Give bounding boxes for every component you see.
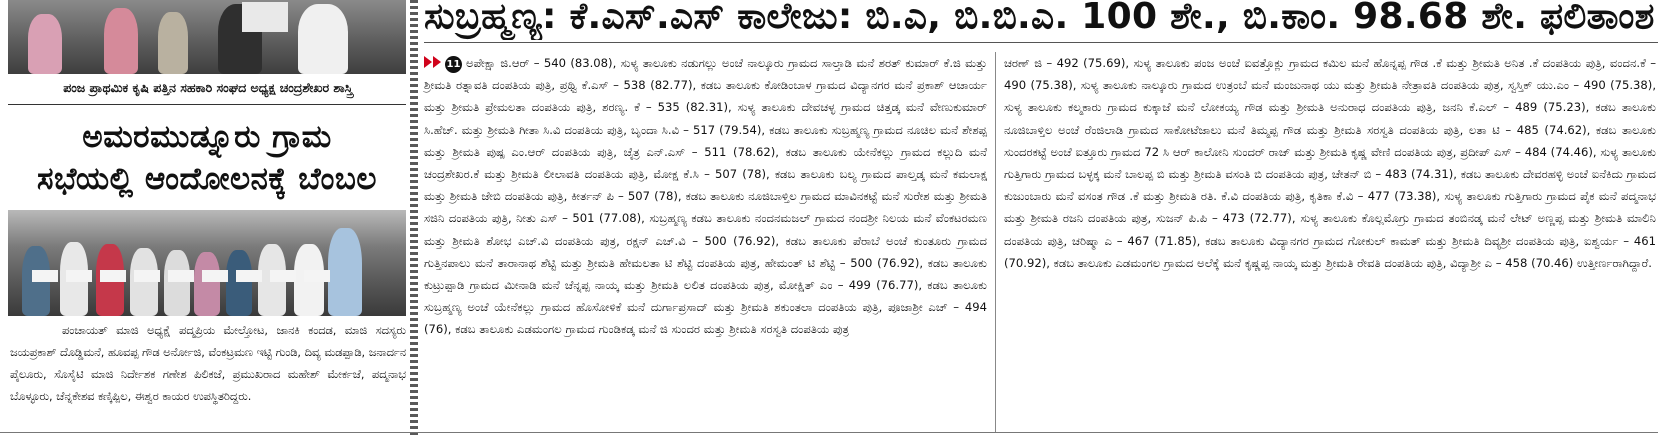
photo-figure — [226, 250, 252, 316]
red-arrow-icon — [424, 56, 432, 68]
top-photo — [8, 0, 406, 74]
top-photo-caption: ಪಂಜ ಪ್ರಾಥಮಿಕ ಕೃಷಿ ಪತ್ತಿನ ಸಹಕಾರಿ ಸಂಘದ ಅಧ್ಯಕ್ಷ ಚಂದ್ರಶೇಖರ ಶಾಸ್ತ್ರಿ — [63, 80, 353, 95]
photo-papers — [32, 270, 332, 282]
left-headline-line: ಸಭೆಯಲ್ಲಿ ಆಂದೋಲನಕ್ಕೆ ಬೆಂಬಲ — [37, 161, 377, 197]
column-divider-zigzag — [410, 0, 418, 438]
column-divider — [995, 52, 996, 432]
article-column-middle — [424, 52, 987, 341]
photo-figure — [104, 8, 138, 74]
article-text-right: ಚರಣ್ ಜಿ – 492 (75.69), ಸುಳ್ಯ ತಾಲೂಕು ಪಂಜ ಅಂಚೆ ಐವತ್ತೊಕ್ಲು ಗ್ರಾಮದ ಕಮಿಲ ಮನೆ ಹೊನ್ನಪ್ಪ ಗೌಡ .ಕೆ ಮತ್ತು ಶ್ರೀಮತಿ ಅನಿತ .ಕೆ ದಂಪತಿಯ ಪುತ್ರಿ, ವಂದನ.ಕೆ – 490 (75.38), ಸುಳ್ಯ ತಾಲೂಕು ನಾಲ್ಕೂರು ಗ್ರಾಮದ ಉತ್ರಂಬೆ ಮನೆ ಮಂಜುನಾಥ ಯು ಮತ್ತು ಶ್ರೀಮತಿ ನೇತ್ರಾವತಿ ದಂಪತಿಯ ಪುತ್ರ, ಸ್ವಸ್ತಿಕ್ ಯು.ಎಂ – 490 (75.38), ಸುಳ್ಯ ತಾಲೂಕು ಕಲ್ಮಕಾರು ಗ್ರಾಮದ ಕುಕ್ಕಾಜೆ ಮನೆ ಲೋಕಯ್ಯ ಗೌಡ ಮತ್ತು ಶ್ರೀಮತಿ ಅನುರಾಧ ದಂಪತಿಯ ಪುತ್ರಿ, ಜನನಿ ಕೆ.ಎಲ್ – 489 (75.23), ಕಡಬ ತಾಲೂಕು ನೂಜಿಬಾಳ್ತಿಲ ಅಂಚೆ ರೆಂಜಿಲಾಡಿ ಗ್ರಾಮದ ಸಾಕೋಟೆಜಾಲು ಮನೆ ತಿಮ್ಮಪ್ಪ ಗೌಡ ಮತ್ತು ಶ್ರೀಮತಿ ಸರಸ್ವತಿ ದಂಪತಿಯ ಪುತ್ರಿ, ಲತಾ ಟಿ – 485 (74.62), ಕಡಬ ತಾಲೂಕು ಸುಂದರಕಟ್ಟೆ ಅಂಚೆ ಐತ್ತೂರು ಗ್ರಾಮದ 72 ಸಿ ಆರ್ ಕಾಲೋನಿ ಸುಂದರ್ ರಾಜ್ ಮತ್ತು ಶ್ರೀಮತಿ ಕೃಷ್ಣ ವೇಣಿ ದಂಪತಿಯ ಪುತ್ರ, ಪ್ರದೀಪ್ ಎಸ್ – 484 (74.46), ಸುಳ್ಯ ತಾಲೂಕು ಗುತ್ತಿಗಾರು ಗ್ರಾಮದ ಬಳ್ಳಕ್ಕ ಮನೆ ಬಾಲಪ್ಪ ಬಿ ಮತ್ತು ಶ್ರೀಮತಿ ವಸಂತಿ ಬಿ ದಂಪತಿಯ ಪುತ್ರ, ಚೇತನ್ ಬಿ – 483 (74.31), ಕಡಬ ತಾಲೂಕು ದೇವರಹಳ್ಳಿ ಅಂಚೆ ಐನೆಕಿದು ಗ್ರಾಮದ ಕುಜುಂಬಾರು ಮನೆ ವಸಂತ ಗೌಡ .ಕೆ ಮತ್ತು ಶ್ರೀಮತಿ ರತಿ. ಕೆ.ವಿ ದಂಪತಿಯ ಪುತ್ರಿ, ಕೃತಿಕಾ ಕೆ.ವಿ – 477 (73.38), ಸುಳ್ಯ ತಾಲೂಕು ಗುತ್ತಿಗಾರು ಗ್ರಾಮದ ಪೈಕ ಮನೆ ಪದ್ಮನಾಭ ಮತ್ತು ಶ್ರೀಮತಿ ರಜನಿ ದಂಪತಿಯ ಪುತ್ರ, ಸುಜನ್ ಪಿ.ಪಿ – 473 (72.77), ಸುಳ್ಯ ತಾಲೂಕು ಕೊಲ್ಲಮೊಗ್ರು ಗ್ರಾಮದ ತಂಬಿನಡ್ಕ ಮನೆ ಲೇಟ್ ಅಣ್ಣಪ್ಪ ಮತ್ತು ಶ್ರೀಮತಿ ಮಾಲಿನಿ ದಂಪತಿಯ ಪುತ್ರಿ, ಚರಿಷ್ಮಾ ಎ – 467 (71.85), ಕಡಬ ತಾಲೂಕು ವಿದ್ಯಾನಗರ ಗ್ರಾಮದ ಗೋಕುಲ್ ಕಾಮತ್ ಮತ್ತು ಶ್ರೀಮತಿ ದಿವ್ಯಶ್ರೀ ದಂಪತಿಯ ಪುತ್ರಿ, ಐಶ್ವರ್ಯ – 461 (70.92), ಕಡಬ ತಾಲೂಕು ಎಡಮಂಗಲ ಗ್ರಾಮದ ಅಲೆಕ್ಕೆ ಮನೆ ಕೃಷ್ಣಪ್ಪ ನಾಯ್ಕ ಮತ್ತು ಶ್ರೀಮತಿ ರೇವತಿ ದಂಪತಿಯ ಪುತ್ರಿ, ವಿದ್ಯಾಶ್ರೀ ಎ – 458 (70.46) ಉತ್ತೀರ್ಣರಾಗಿದ್ದಾರೆ. — [1004, 56, 1656, 270]
photo-figure — [164, 250, 190, 316]
photo-figure — [298, 4, 348, 74]
main-headline: ಸುಬ್ರಹ್ಮಣ್ಯ: ಕೆ.ಎಸ್.ಎಸ್ ಕಾಲೇಜು: ಬಿ.ಎ, ಬಿ.ಬಿ.ಎ. 100 ಶೇ., ಬಿ.ಕಾಂ. 98.68 ಶೇ. ಫಲಿತಾಂಶ — [424, 0, 1655, 37]
left-headline-line: ಅಮರಮುಡ್ನೂರು ಗ್ರಾಮ — [82, 119, 332, 155]
photo-figure — [194, 252, 220, 316]
red-arrow-icon — [433, 56, 441, 68]
group-photo — [8, 210, 406, 316]
headline-rule — [424, 42, 1658, 43]
photo-figure — [328, 228, 362, 316]
photo-paper — [242, 2, 288, 32]
left-column — [0, 0, 408, 438]
article-text-middle: ಅಪೇಕ್ಷಾ ಜಿ.ಆರ್ – 540 (83.08), ಸುಳ್ಯ ತಾಲೂಕು ನಡುಗಲ್ಲು ಅಂಚೆ ನಾಲ್ಕೂರು ಗ್ರಾಮದ ಸಾಲ್ತಾಡಿ ಮನೆ ಶರತ್ ಕುಮಾರ್ ಕೆ.ಜಿ ಮತ್ತು ಶ್ರೀಮತಿ ರತ್ನಾವತಿ ದಂಪತಿಯ ಪುತ್ರಿ, ಪ್ರಥ್ವಿ ಕೆ.ಎಸ್ – 538 (82.77), ಕಡಬ ತಾಲೂಕು ಕೋಡಿಂಬಾಳ ಗ್ರಾಮದ ವಿದ್ಯಾನಗರ ಮನೆ ಪ್ರಕಾಶ್ ಆಚಾರ್ಯ ಮತ್ತು ಶ್ರೀಮತಿ ಪ್ರೇಮಲತಾ ದಂಪತಿಯ ಪುತ್ರಿ, ಶರಣ್ಯ. ಕೆ – 535 (82.31), ಸುಳ್ಯ ತಾಲೂಕು ದೇವಚಳ್ಳ ಗ್ರಾಮದ ಚಿತ್ತಡ್ಕ ಮನೆ ವೇಣುಕುಮಾರ್ ಸಿ.ಹೆಚ್. ಮತ್ತು ಶ್ರೀಮತಿ ಗೀತಾ ಸಿ.ವಿ ದಂಪತಿಯ ಪುತ್ರಿ, ಬೃಂದಾ ಸಿ.ವಿ – 517 (79.54), ಕಡಬ ತಾಲೂಕು ಸುಬ್ರಹ್ಮಣ್ಯ ಗ್ರಾಮದ ನೂಚಿಲ ಮನೆ ಶೇಶಪ್ಪ ಮತ್ತು ಶ್ರೀಮತಿ ಪುಷ್ಪ ಎಂ.ಆರ್ ದಂಪತಿಯ ಪುತ್ರಿ, ಚೈತ್ರ ಎನ್.ಎಸ್ – 511 (78.62), ಕಡಬ ತಾಲೂಕು ಯೇನೆಕಲ್ಲು ಗ್ರಾಮದ ಕಲ್ಲುದಿ ಮನೆ ಚಂದ್ರಶೇಖರ.ಕೆ ಮತ್ತು ಶ್ರೀಮತಿ ಲೀಲಾವತಿ ದಂಪತಿಯ ಪುತ್ರಿ, ಮೋಕ್ಷ ಕೆ.ಸಿ – 507 (78), ಕಡಬ ತಾಲೂಕು ಬಲ್ಯ ಗ್ರಾಮದ ಪಾಲ್ತಡ್ಕ ಮನೆ ಕಮಲಾಕ್ಷ ಮತ್ತು ಶ್ರೀಮತಿ ಜೇಬಿ ದಂಪತಿಯ ಪುತ್ರಿ, ಕೀರ್ತನ್ ಪಿ – 507 (78), ಕಡಬ ತಾಲೂಕು ನೂಜಿಬಾಳ್ತಿಲ ಗ್ರಾಮದ ಮಾವಿನಕಟ್ಟೆ ಮನೆ ಸುರೇಶ ಮತ್ತು ಶ್ರೀಮತಿ ಸಜಿನಿ ದಂಪತಿಯ ಪುತ್ರಿ, ನೀತು ಎಸ್ – 501 (77.08), ಸುಬ್ರಹ್ಮಣ್ಯ ಕಡಬ ತಾಲೂಕು ನಂದನಮಜಲ್ ಗ್ರಾಮದ ನಂದಶ್ರೀ ನಿಲಯ ಮನೆ ವೆಂಕಟರಮಣ ಮತ್ತು ಶ್ರೀಮತಿ ಶೋಭ ಎಚ್.ವಿ ದಂಪತಿಯ ಪುತ್ರ, ರಕ್ಷನ್ ಎಚ್.ವಿ – 500 (76.92), ಕಡಬ ತಾಲೂಕು ಪೆರಾಬೆ ಅಂಚೆ ಕುಂತೂರು ಗ್ರಾಮದ ಗುತ್ತಿನಪಾಲು ಮನೆ ತಾರಾನಾಥ ಶೆಟ್ಟಿ ಮತ್ತು ಶ್ರೀಮತಿ ಹೇಮಲತಾ ಟಿ ಶೆಟ್ಟಿ ದಂಪತಿಯ ಪುತ್ರ, ಹೇಮಂತ್ ಟಿ ಶೆಟ್ಟಿ – 500 (76.92), ಕಡಬ ತಾಲೂಕು ಕುಟ್ರುಪ್ಪಾಡಿ ಗ್ರಾಮದ ಮೀನಾಡಿ ಮನೆ ಚೆನ್ನಪ್ಪ ನಾಯ್ಕ ಮತ್ತು ಶ್ರೀಮತಿ ಲಲಿತ ದಂಪತಿಯ ಪುತ್ರ, ಮೋಕ್ಷಿತ್ ಎಂ – 499 (76.77), ಕಡಬ ತಾಲೂಕು ಸುಬ್ರಹ್ಮಣ್ಯ ಅಂಚೆ ಯೇನೆಕಲ್ಲು ಗ್ರಾಮದ ಹೊಸೋಳಿಕೆ ಮನೆ ದುರ್ಗಾಪ್ರಸಾದ್ ಮತ್ತು ಶ್ರೀಮತಿ ಶಕುಂತಲಾ ದಂಪತಿಯ ಪುತ್ರಿ, ಪೂಜಾಶ್ರೀ ಎಚ್ – 494 (76), ಕಡಬ ತಾಲೂಕು ಎಡಮಂಗಲ ಗ್ರಾಮದ ಗುಂಡಿಕಡ್ಕ ಮನೆ ಜಿ ಸುಂದರ ಮತ್ತು ಶ್ರೀಮತಿ ಸರಸ್ವತಿ ದಂಪತಿಯ ಪುತ್ರ — [424, 56, 987, 337]
page-number-badge: 11 — [445, 56, 462, 73]
article-column-right — [1004, 52, 1656, 274]
group-photo-caption: ಪಂಚಾಯತ್ ಮಾಜಿ ಅಧ್ಯಕ್ಷೆ ಪದ್ಮಪ್ರಿಯ ಮೇಲ್ತೋಟ, ಜಾನಕಿ ಕಂದಡ, ಮಾಜಿ ಸದಸ್ಯರು ಜಯಪ್ರಕಾಶ್ ದೊಡ್ಡಿಮನೆ, ಹೂವಪ್ಪ ಗೌಡ ಅರ್ನೋಜಿ, ವೆಂಕಟ್ರಮಣ ಇಟ್ಟಿ ಗುಂಡಿ, ದಿವ್ಯ ಮಡಪ್ಪಾಡಿ, ಜನಾರ್ದನ ಪೈಲೂರು, ಸೊಸೈಟಿ ಮಾಜಿ ನಿರ್ದೇಶಕ ಗಣೇಶ ಪಿಲಿಕಜೆ, ಪ್ರಮುಖರಾದ ಮಹೇಶ್ ಮೇರ್ಕಜೆ, ಪದ್ಮನಾಭ ಬೊಳ್ಳೂರು, ಚೆನ್ನಕೇಶವ ಕಣ್ಕಿಪ್ಪಿಲ, ಈಶ್ವರ ಕಾಯರ ಉಪಸ್ಥಿತರಿದ್ದರು. — [10, 324, 406, 403]
bottom-rule — [0, 432, 1658, 433]
photo-figure — [28, 14, 62, 74]
photo-figure — [158, 12, 188, 74]
photo-figure — [130, 248, 158, 316]
left-headline — [8, 116, 406, 200]
left-divider — [8, 104, 406, 105]
